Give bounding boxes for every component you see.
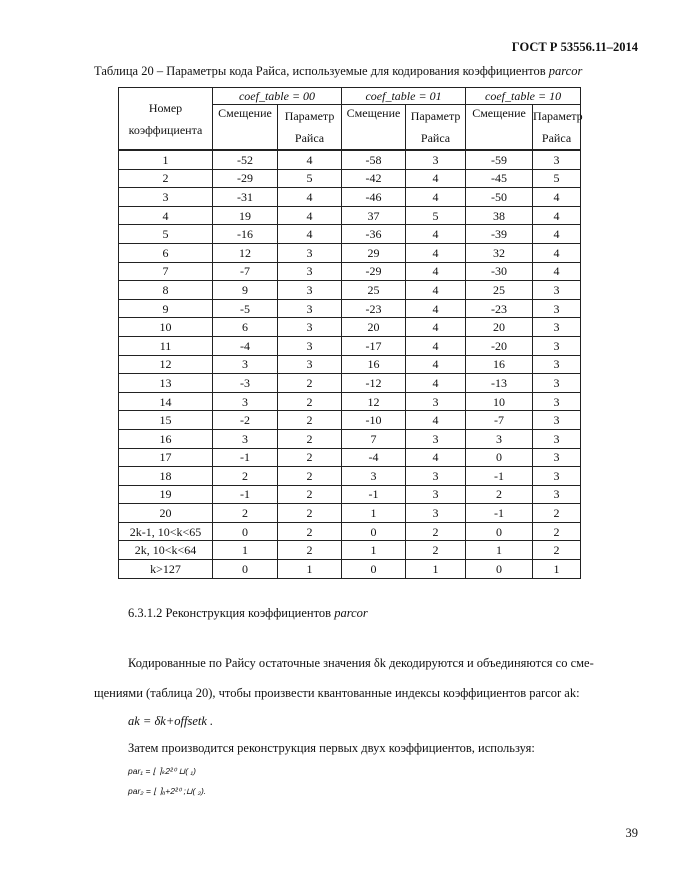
cell-offset: 6	[213, 318, 278, 337]
table-row	[119, 560, 581, 579]
paragraph-line-1: Кодированные по Райсу остаточные значения δk декодируются и объединяются со сме-	[128, 656, 594, 670]
cell-offset: -1	[213, 448, 278, 467]
table-row	[119, 504, 581, 523]
cell-coef-number: 11	[119, 336, 213, 355]
paragraph-line-2: щениями (таблица 20), чтобы произвести квантованные индексы коэффициентов parcor ak:	[94, 686, 580, 700]
cell-coef-number: 2k-1, 10<k<65	[119, 522, 213, 541]
formula-par2: par₂ = ⌊ ⌉ₐ+2²⁰ ;⊔( ₂).	[128, 786, 207, 796]
header-group-01: coef_table = 01	[342, 88, 466, 105]
cell-coef-number: 13	[119, 374, 213, 393]
cell-rice-param: 4	[406, 188, 466, 207]
cell-coef-number: 17	[119, 448, 213, 467]
cell-coef-number: 15	[119, 411, 213, 430]
cell-rice-param: 3	[533, 281, 581, 300]
table-row	[119, 392, 581, 411]
cell-offset: -46	[342, 188, 406, 207]
cell-rice-param: 4	[406, 411, 466, 430]
caption-text: Таблица 20 – Параметры кода Райса, используемые для кодирования коэффициентов	[94, 64, 549, 78]
cell-offset: 1	[466, 541, 533, 560]
cell-rice-param: 3	[406, 504, 466, 523]
cell-rice-param: 3	[406, 150, 466, 169]
cell-rice-param: 3	[406, 485, 466, 504]
cell-offset: -58	[342, 150, 406, 169]
cell-rice-param: 4	[533, 262, 581, 281]
paragraph-2: Затем производится реконструкция первых двух коэффициентов, используя:	[128, 741, 535, 755]
cell-rice-param: 3	[533, 448, 581, 467]
cell-coef-number: 12	[119, 355, 213, 374]
formula-par1: par₁ = ⌊ ⌉ₖ2²⁰ ⊔( ₁)	[128, 766, 196, 776]
rice-parameters-table	[118, 87, 581, 579]
table-row	[119, 467, 581, 486]
cell-rice-param: 3	[533, 299, 581, 318]
header-offset: Смещение	[466, 105, 533, 151]
cell-offset: -29	[342, 262, 406, 281]
cell-offset: 20	[342, 318, 406, 337]
table-row	[119, 336, 581, 355]
cell-rice-param: 3	[406, 429, 466, 448]
cell-rice-param: 2	[533, 541, 581, 560]
page-number: 39	[625, 826, 638, 840]
cell-rice-param: 4	[406, 448, 466, 467]
cell-rice-param: 4	[278, 225, 342, 244]
cell-rice-param: 4	[406, 243, 466, 262]
cell-offset: -52	[213, 150, 278, 169]
cell-offset: 2	[213, 467, 278, 486]
cell-rice-param: 3	[533, 150, 581, 169]
cell-offset: -13	[466, 374, 533, 393]
cell-offset: -12	[342, 374, 406, 393]
cell-rice-param: 2	[278, 485, 342, 504]
cell-offset: -7	[213, 262, 278, 281]
cell-offset: 19	[213, 206, 278, 225]
cell-coef-number: 1	[119, 150, 213, 169]
cell-rice-param: 3	[278, 355, 342, 374]
table-row	[119, 485, 581, 504]
cell-rice-param: 1	[533, 560, 581, 579]
cell-rice-param: 3	[406, 392, 466, 411]
cell-rice-param: 3	[533, 485, 581, 504]
cell-coef-number: 9	[119, 299, 213, 318]
cell-rice-param: 4	[406, 299, 466, 318]
cell-offset: 3	[213, 429, 278, 448]
cell-coef-number: 19	[119, 485, 213, 504]
cell-offset: 12	[342, 392, 406, 411]
cell-offset: 0	[466, 522, 533, 541]
cell-rice-param: 3	[533, 318, 581, 337]
table-row	[119, 188, 581, 207]
cell-offset: -16	[213, 225, 278, 244]
table-row	[119, 262, 581, 281]
cell-offset: 3	[213, 392, 278, 411]
cell-coef-number: 18	[119, 467, 213, 486]
cell-offset: 3	[342, 467, 406, 486]
cell-rice-param: 4	[406, 355, 466, 374]
cell-rice-param: 3	[278, 281, 342, 300]
cell-rice-param: 2	[278, 504, 342, 523]
cell-rice-param: 3	[533, 374, 581, 393]
cell-rice-param: 2	[278, 448, 342, 467]
cell-offset: -23	[342, 299, 406, 318]
cell-offset: 0	[213, 522, 278, 541]
cell-offset: -30	[466, 262, 533, 281]
cell-coef-number: 2	[119, 169, 213, 188]
header-rice-param: Параметр Райса	[406, 105, 466, 151]
cell-coef-number: 7	[119, 262, 213, 281]
cell-offset: -1	[466, 467, 533, 486]
cell-offset: 0	[466, 448, 533, 467]
cell-offset: 0	[342, 560, 406, 579]
cell-coef-number: 5	[119, 225, 213, 244]
table-row	[119, 448, 581, 467]
cell-rice-param: 4	[406, 225, 466, 244]
cell-offset: 37	[342, 206, 406, 225]
table-row	[119, 281, 581, 300]
cell-offset: -39	[466, 225, 533, 244]
cell-rice-param: 2	[278, 411, 342, 430]
cell-rice-param: 3	[406, 467, 466, 486]
cell-offset: 25	[466, 281, 533, 300]
cell-offset: -1	[466, 504, 533, 523]
cell-offset: 38	[466, 206, 533, 225]
cell-offset: -42	[342, 169, 406, 188]
cell-rice-param: 3	[278, 262, 342, 281]
cell-coef-number: k>127	[119, 560, 213, 579]
cell-rice-param: 3	[533, 392, 581, 411]
table-caption	[94, 64, 582, 79]
cell-offset: 16	[342, 355, 406, 374]
cell-offset: -2	[213, 411, 278, 430]
standard-number: ГОСТ Р 53556.11–2014	[511, 40, 638, 54]
cell-offset: -23	[466, 299, 533, 318]
cell-rice-param: 4	[406, 169, 466, 188]
cell-coef-number: 6	[119, 243, 213, 262]
cell-offset: -7	[466, 411, 533, 430]
cell-offset: -4	[213, 336, 278, 355]
header-rice-param: Параметр Райса	[278, 105, 342, 151]
cell-rice-param: 4	[278, 188, 342, 207]
cell-offset: 3	[213, 355, 278, 374]
table-row	[119, 541, 581, 560]
cell-offset: 2	[213, 504, 278, 523]
table-row	[119, 243, 581, 262]
cell-coef-number: 14	[119, 392, 213, 411]
table-row	[119, 522, 581, 541]
cell-offset: -59	[466, 150, 533, 169]
cell-offset: -50	[466, 188, 533, 207]
cell-coef-number: 4	[119, 206, 213, 225]
cell-offset: 12	[213, 243, 278, 262]
cell-rice-param: 3	[278, 336, 342, 355]
cell-rice-param: 3	[533, 467, 581, 486]
table-row	[119, 411, 581, 430]
cell-rice-param: 1	[406, 560, 466, 579]
cell-rice-param: 3	[278, 243, 342, 262]
cell-offset: 9	[213, 281, 278, 300]
cell-rice-param: 4	[406, 281, 466, 300]
table-row	[119, 206, 581, 225]
cell-rice-param: 2	[533, 504, 581, 523]
table-row	[119, 374, 581, 393]
cell-rice-param: 4	[533, 188, 581, 207]
header-rice-param: Параметр Райса	[533, 105, 581, 151]
cell-coef-number: 2k, 10<k<64	[119, 541, 213, 560]
table-row	[119, 299, 581, 318]
cell-rice-param: 3	[533, 429, 581, 448]
cell-offset: 0	[342, 522, 406, 541]
cell-offset: -36	[342, 225, 406, 244]
cell-rice-param: 3	[533, 355, 581, 374]
cell-offset: 32	[466, 243, 533, 262]
cell-offset: 20	[466, 318, 533, 337]
cell-offset: 2	[466, 485, 533, 504]
cell-rice-param: 2	[278, 467, 342, 486]
cell-offset: -31	[213, 188, 278, 207]
cell-offset: 29	[342, 243, 406, 262]
cell-offset: -29	[213, 169, 278, 188]
header-group-10: coef_table = 10	[466, 88, 581, 105]
cell-rice-param: 2	[278, 392, 342, 411]
cell-offset: 10	[466, 392, 533, 411]
cell-offset: -1	[213, 485, 278, 504]
cell-offset: -17	[342, 336, 406, 355]
table-body	[119, 150, 581, 578]
cell-coef-number: 8	[119, 281, 213, 300]
table-row	[119, 150, 581, 169]
cell-rice-param: 4	[406, 336, 466, 355]
cell-offset: -1	[342, 485, 406, 504]
section-title: 6.3.1.2 Реконструкция коэффициентов parcor	[128, 606, 368, 620]
cell-rice-param: 2	[406, 522, 466, 541]
cell-offset: 16	[466, 355, 533, 374]
cell-rice-param: 2	[278, 429, 342, 448]
cell-rice-param: 2	[278, 522, 342, 541]
table-row	[119, 355, 581, 374]
cell-offset: -5	[213, 299, 278, 318]
cell-rice-param: 2	[406, 541, 466, 560]
cell-rice-param: 4	[278, 206, 342, 225]
cell-rice-param: 4	[533, 243, 581, 262]
header-offset: Смещение	[342, 105, 406, 151]
caption-italic: parcor	[548, 64, 583, 78]
cell-rice-param: 4	[406, 374, 466, 393]
cell-rice-param: 4	[278, 150, 342, 169]
header-offset: Смещение	[213, 105, 278, 151]
cell-rice-param: 4	[406, 318, 466, 337]
cell-rice-param: 2	[278, 374, 342, 393]
cell-offset: -3	[213, 374, 278, 393]
table-row	[119, 318, 581, 337]
cell-rice-param: 5	[278, 169, 342, 188]
cell-coef-number: 16	[119, 429, 213, 448]
cell-rice-param: 5	[533, 169, 581, 188]
cell-rice-param: 4	[406, 262, 466, 281]
cell-offset: 0	[213, 560, 278, 579]
cell-offset: -45	[466, 169, 533, 188]
cell-rice-param: 5	[406, 206, 466, 225]
header-group-00: coef_table = 00	[213, 88, 342, 105]
cell-rice-param: 4	[533, 206, 581, 225]
cell-rice-param: 1	[278, 560, 342, 579]
cell-offset: -4	[342, 448, 406, 467]
cell-rice-param: 3	[533, 411, 581, 430]
cell-offset: 3	[466, 429, 533, 448]
cell-offset: 1	[342, 541, 406, 560]
cell-offset: -20	[466, 336, 533, 355]
cell-rice-param: 2	[278, 541, 342, 560]
cell-offset: 7	[342, 429, 406, 448]
cell-rice-param: 2	[533, 522, 581, 541]
cell-offset: -10	[342, 411, 406, 430]
cell-rice-param: 3	[278, 299, 342, 318]
table-row	[119, 429, 581, 448]
cell-offset: 25	[342, 281, 406, 300]
table-row	[119, 169, 581, 188]
cell-coef-number: 20	[119, 504, 213, 523]
cell-coef-number: 3	[119, 188, 213, 207]
cell-coef-number: 10	[119, 318, 213, 337]
cell-rice-param: 3	[278, 318, 342, 337]
cell-offset: 1	[213, 541, 278, 560]
formula-ak: ak = δk+offsetk .	[128, 714, 214, 728]
cell-rice-param: 3	[533, 336, 581, 355]
cell-offset: 1	[342, 504, 406, 523]
header-coef-number: Номер коэффициента	[119, 88, 213, 151]
table-row	[119, 225, 581, 244]
cell-rice-param: 4	[533, 225, 581, 244]
cell-offset: 0	[466, 560, 533, 579]
